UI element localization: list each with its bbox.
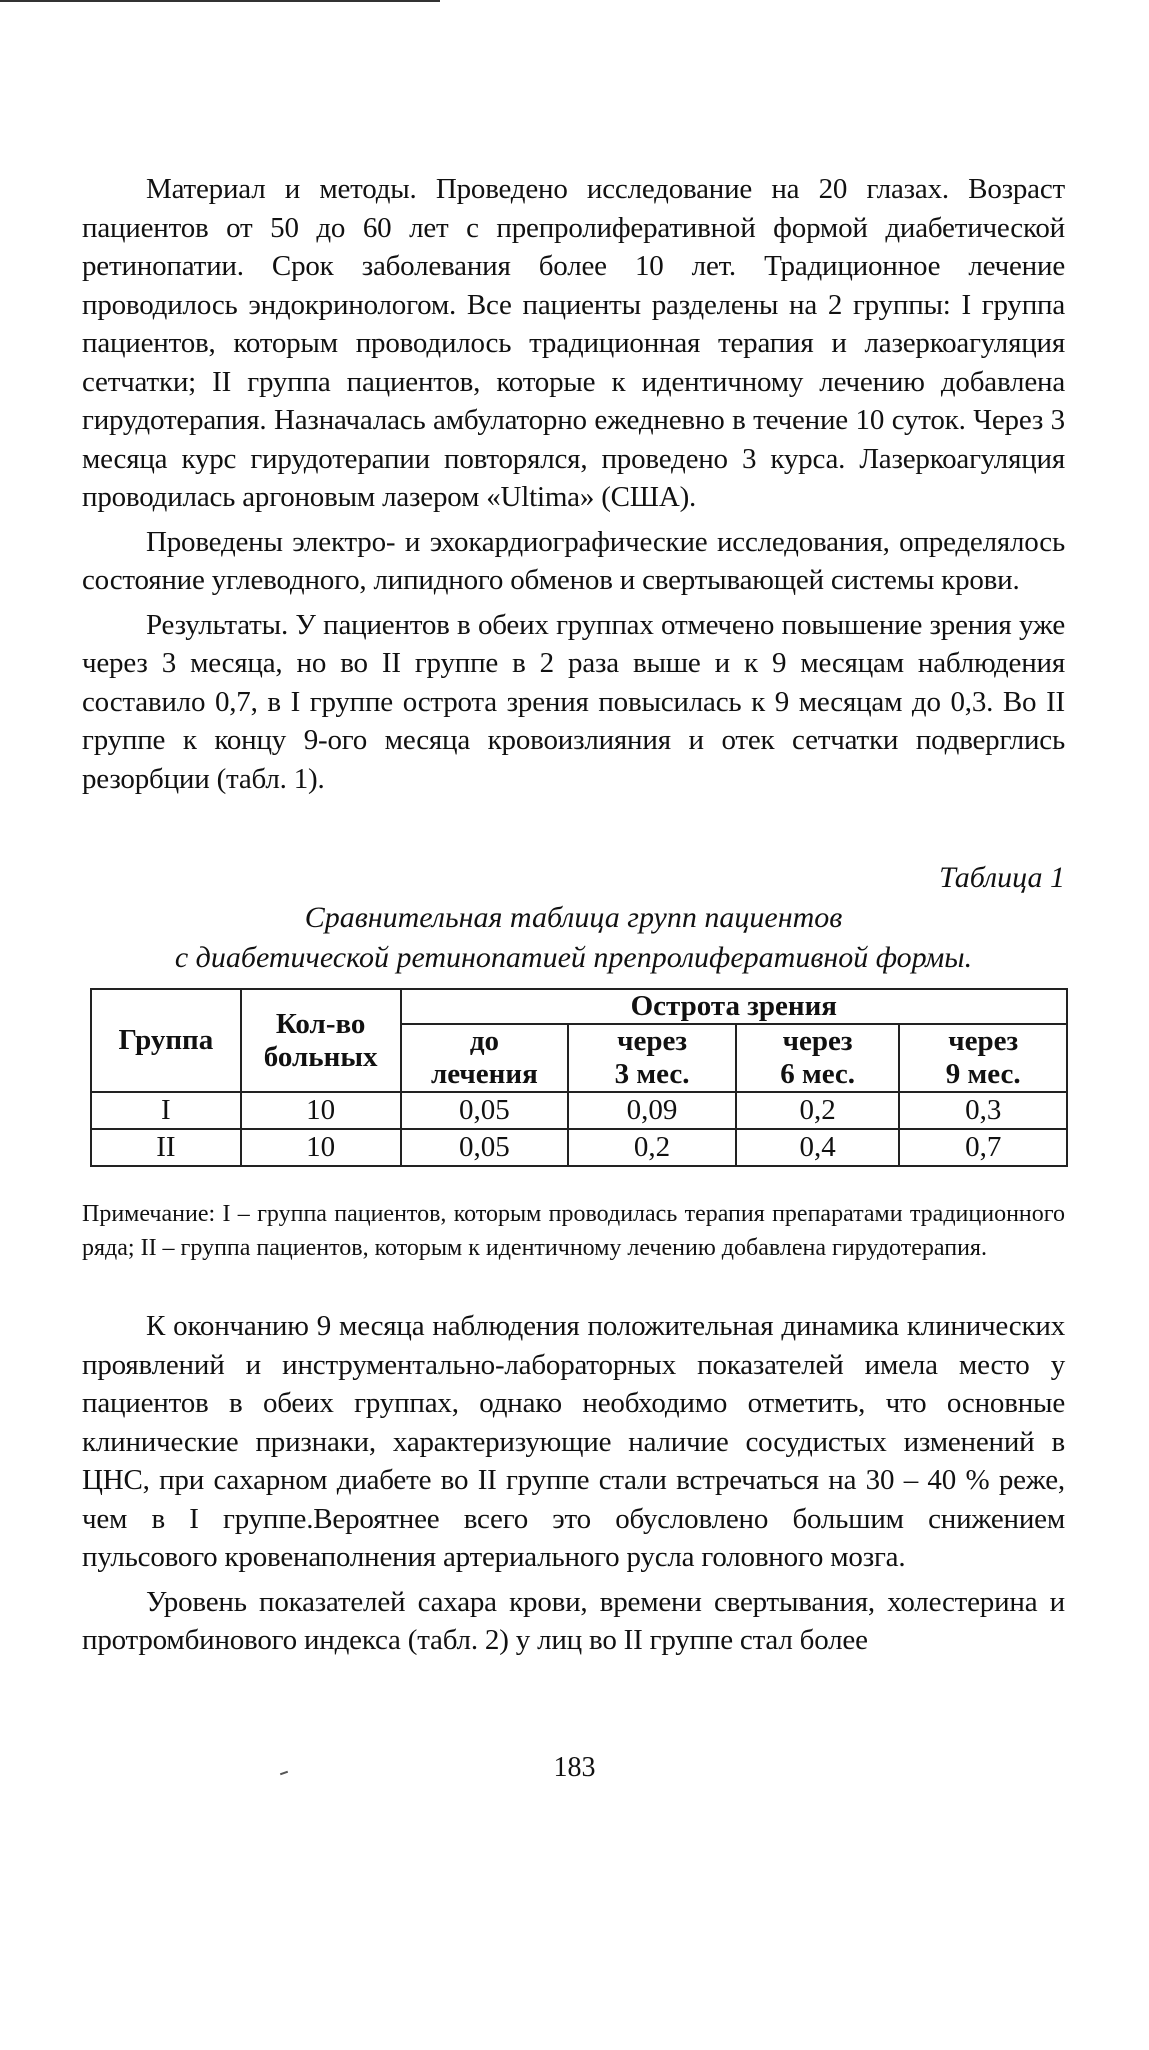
table-row [91, 1129, 1067, 1166]
cell-group: II [91, 1129, 241, 1166]
header-3-months: через 3 мес. [568, 1024, 736, 1092]
cell-before: 0,05 [401, 1129, 569, 1166]
header-before: до лечения [401, 1024, 569, 1092]
header-9-months: через 9 мес. [899, 1024, 1067, 1092]
table-title-line1: Сравнительная таблица групп пациентов [304, 901, 843, 934]
paragraph-results: Результаты. У пациентов в обеих группах отмечено повышение зрения уже через 3 месяца, но во II группе в 2 раза выше и к 9 месяцам наблюдения составило 0,7, в I группе острота зрения повысилась к 9 месяцам до 0,3. Во II группе к концу 9-ого месяца кровоизлияния и отек сетчатки подверглись резорбции (табл. 1). [82, 608, 1065, 795]
header-6-months: через 6 мес. [736, 1024, 900, 1092]
table-header-row-1 [91, 989, 1067, 1024]
cell-before: 0,05 [401, 1092, 569, 1129]
cell-count: 10 [241, 1092, 401, 1129]
paragraph-studies: Проведены электро- и эхокардиографические исследования, определялось состояние углеводного, липидного обменов и свертывающей системы крови. [82, 525, 1065, 596]
paragraph-blood-indicators: Уровень показателей сахара крови, времени свертывания, холестерина и протромбинового индекса (табл. 2) у лиц во II группе стал более [82, 1585, 1065, 1656]
comparison-table [90, 988, 1068, 1167]
cell-6-months: 0,2 [736, 1092, 900, 1129]
top-rule [0, 0, 440, 2]
cell-3-months: 0,2 [568, 1129, 736, 1166]
cell-group: I [91, 1092, 241, 1129]
table-note: Примечание: I – группа пациентов, которым проводилась терапия препаратами традиционного ряда; II – группа пациентов, которым к идентичному лечению добавлена гирудотерапия. [82, 1201, 1065, 1261]
table-title-line2: с диабетической ретинопатией препролиферативной формы. [174, 941, 973, 974]
table-row [91, 1092, 1067, 1129]
cell-9-months: 0,3 [899, 1092, 1067, 1129]
header-acuity: Острота зрения [401, 989, 1067, 1024]
cell-9-months: 0,7 [899, 1129, 1067, 1166]
page-number: 183 [553, 1752, 596, 1783]
paragraph-materials-methods: Материал и методы. Проведено исследование на 20 глазах. Возраст пациентов от 50 до 60 лет с препролиферативной формой диабетической ретинопатии. Срок заболевания более 10 лет. Традиционное лечение проводилось эндокринологом. Все пациенты разделены на 2 группы: I группа пациентов, которым проводилось традиционная терапия и лазеркоагуляция сетчатки; II группа пациентов, которые к идентичному лечению добавлена гирудотерапия. Назначалась амбулаторно ежедневно в течение 10 суток. Через 3 месяца курс гирудотерапии повторялся, проведено 3 курса. Лазеркоагуляция проводилась аргоновым лазером «Ultima» (США). [82, 173, 1065, 513]
header-count: Кол-во больных [241, 989, 401, 1092]
paragraph-end-of-observation: К окончанию 9 месяца наблюдения положительная динамика клинических проявлений и инструментально-лабораторных показателей имела место у пациентов в обеих группах, однако необходимо отметить, что основные клинические признаки, характеризующие наличие сосудистых изменений в ЦНС, при сахарном диабете во II группе стали встречаться на 30 – 40 % реже, чем в I группе.Вероятнее всего это обусловлено большим снижением пульсового кровенаполнения артериального русла головного мозга. [82, 1310, 1065, 1573]
table-label: Таблица 1 [939, 861, 1065, 894]
cell-count: 10 [241, 1129, 401, 1166]
page-content [82, 170, 1065, 1666]
cell-3-months: 0,09 [568, 1092, 736, 1129]
header-group: Группа [91, 989, 241, 1092]
cell-6-months: 0,4 [736, 1129, 900, 1166]
